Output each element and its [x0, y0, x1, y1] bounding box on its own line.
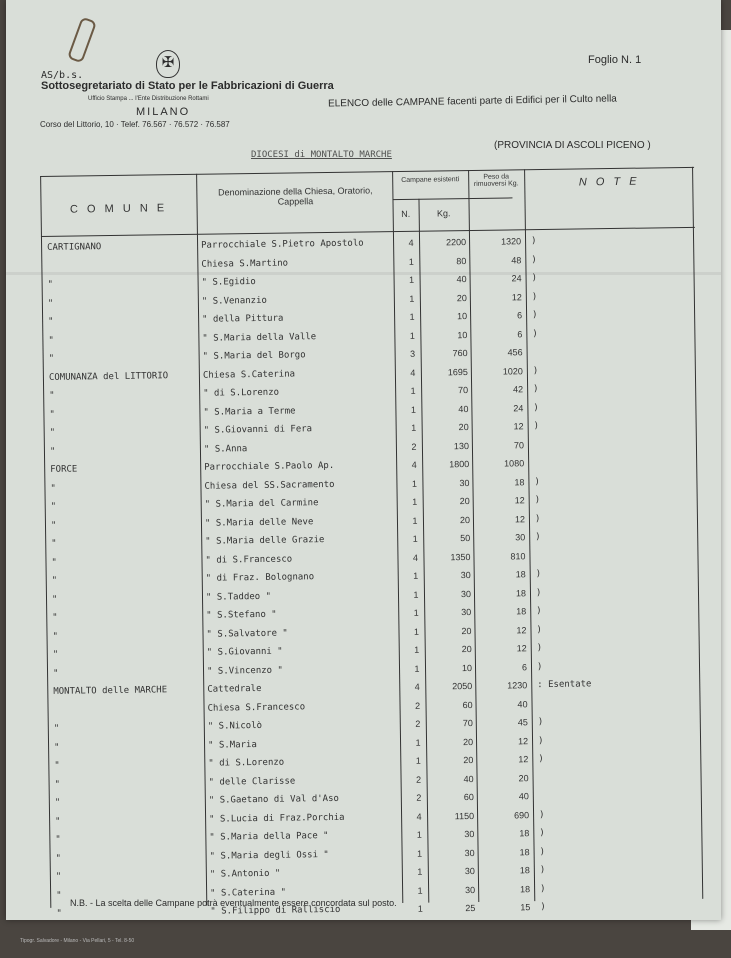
header-peso: Peso da rimuoversi Kg.: [473, 173, 519, 188]
row-bell-count: 1: [416, 829, 422, 840]
row-bell-count: 2: [414, 700, 421, 711]
row-church: " S.Venanzio: [201, 295, 267, 307]
row-comune: ": [52, 649, 59, 660]
row-comune: ": [49, 446, 56, 457]
row-bell-count: 1: [409, 330, 415, 341]
row-bell-count: 1: [417, 866, 423, 877]
table-body: [41, 231, 704, 920]
row-bell-count: 4: [408, 237, 414, 248]
row-weight-removed: 24: [513, 402, 524, 413]
row-bell-count: 1: [412, 533, 418, 544]
row-weight-removed: 30: [515, 532, 526, 543]
row-weight-removed: 12: [518, 754, 529, 765]
row-comune: COMUNANZA del LITTORIO: [48, 370, 169, 383]
row-note: ): [533, 384, 539, 395]
row-weight: 30: [459, 477, 470, 488]
row-comune: ": [48, 335, 54, 346]
row-weight-removed: 1320: [500, 236, 522, 247]
organization-address: Corso del Littorio, 10 · Telef. 76.567 · 76.572 · 76.587: [40, 120, 230, 129]
row-weight: 20: [458, 422, 469, 433]
row-note: ): [539, 828, 545, 839]
row-weight: 40: [463, 773, 474, 784]
row-church: " S.Caterina ": [210, 887, 287, 899]
row-bell-count: 1: [414, 663, 420, 674]
row-note: [539, 789, 679, 791]
row-weight: 30: [460, 588, 472, 599]
row-church: " S.Maria della Pace ": [209, 831, 329, 843]
row-bell-count: 1: [415, 737, 421, 748]
row-weight-removed: 18: [519, 828, 530, 839]
row-church: " di S.Francesco: [205, 554, 293, 566]
row-weight: 70: [458, 385, 469, 396]
printer-credit: Tipogr. Salvadore - Milano - Via Pellari, 5 - Tel. 8-50: [20, 938, 135, 944]
row-note: : Esentate: [537, 679, 592, 691]
row-note: [534, 438, 674, 440]
row-weight-removed: 18: [519, 865, 530, 876]
row-weight-removed: 456: [507, 347, 523, 358]
row-church: " S.Maria a Terme: [203, 405, 296, 418]
row-weight-removed: 18: [516, 606, 527, 617]
row-weight: 20: [459, 496, 470, 507]
row-note: ): [531, 273, 538, 284]
row-weight: 30: [460, 570, 471, 581]
paper-clip-icon: [67, 17, 97, 64]
row-bell-count: 1: [411, 422, 417, 433]
row-comune: ": [51, 538, 57, 549]
row-church: " S.Maria della Valle: [202, 331, 317, 344]
row-weight: 20: [461, 644, 472, 655]
row-weight: 20: [463, 755, 474, 766]
row-bell-count: 2: [411, 441, 417, 452]
row-bell-count: 1: [417, 848, 423, 859]
header-campane: Campane esistenti: [401, 176, 460, 184]
row-comune: ": [55, 834, 61, 845]
row-weight-removed: 12: [517, 735, 529, 746]
row-comune: FORCE: [50, 464, 78, 475]
row-comune: ": [49, 409, 55, 420]
row-comune: ": [56, 908, 62, 919]
row-bell-count: 1: [414, 644, 420, 655]
row-church: " S.Maria del Carmine: [204, 498, 319, 510]
row-comune: ": [54, 797, 61, 808]
row-weight-removed: 18: [519, 846, 530, 857]
row-weight: 1350: [450, 551, 471, 562]
row-note: ): [537, 735, 544, 746]
row-church: " S.Vincenzo ": [206, 665, 283, 677]
row-church: " S.Egidio: [201, 276, 256, 288]
header-kg: Kg.: [436, 208, 451, 219]
row-comune: ": [51, 594, 58, 605]
row-weight: 130: [453, 440, 469, 451]
row-bell-count: 1: [417, 903, 423, 914]
row-weight: 60: [462, 699, 473, 710]
row-church: " S.Anna: [203, 443, 248, 455]
document-page: [6, 0, 721, 920]
row-church: " S.Maria delle Neve: [204, 516, 314, 529]
row-comune: ": [52, 631, 59, 642]
row-bell-count: 4: [410, 367, 416, 378]
row-bell-count: 1: [413, 607, 419, 618]
row-weight-removed: 12: [514, 513, 526, 524]
row-bell-count: 1: [412, 496, 418, 507]
row-comune: ": [47, 279, 54, 290]
row-weight-removed: 6: [521, 661, 528, 672]
row-weight: 70: [462, 718, 473, 729]
row-weight: 30: [465, 884, 476, 895]
row-comune: [47, 259, 195, 261]
row-bell-count: 1: [413, 570, 419, 581]
row-bell-count: 4: [412, 552, 419, 563]
row-note: ): [534, 495, 541, 506]
row-note: ): [540, 902, 546, 913]
header-n: N.: [401, 208, 411, 219]
document-title: ELENCO delle CAMPANE facenti parte di Edifici per il Culto nella: [327, 93, 617, 110]
bells-table: [40, 159, 704, 919]
row-note: ): [530, 236, 537, 247]
row-weight-removed: 15: [520, 902, 531, 913]
row-weight: 10: [457, 329, 468, 340]
row-weight: 1800: [449, 459, 470, 470]
row-weight-removed: 12: [514, 495, 525, 506]
row-weight-removed: 6: [517, 310, 523, 321]
row-note: ): [533, 421, 540, 432]
row-comune: ": [52, 668, 59, 679]
row-note: ): [532, 365, 539, 376]
row-weight: 2200: [445, 237, 467, 248]
row-weight: 40: [456, 274, 467, 285]
header-note: N O T E: [578, 175, 640, 189]
row-church: " S.Filippo di Ralliscio: [210, 904, 341, 917]
row-church: " S.Maria degli Ossi ": [209, 849, 329, 862]
row-weight: 60: [463, 792, 474, 803]
row-bell-count: 2: [415, 774, 422, 785]
row-weight-removed: 48: [511, 254, 522, 265]
row-comune: ": [50, 501, 57, 512]
row-bell-count: 1: [413, 626, 420, 637]
row-comune: CARTIGNANO: [47, 242, 102, 253]
row-weight: 10: [461, 662, 473, 673]
row-church: " S.Nicolò: [207, 720, 263, 732]
row-church: " S.Maria del Borgo: [202, 350, 306, 362]
row-bell-count: 4: [411, 459, 417, 470]
province-label: (PROVINCIA DI ASCOLI PICENO ): [494, 140, 651, 151]
row-note: ): [531, 254, 537, 265]
row-comune: ": [50, 483, 56, 494]
row-weight: 30: [464, 865, 475, 877]
row-note: ): [535, 587, 542, 598]
row-weight: 20: [459, 514, 471, 525]
row-weight: 40: [458, 403, 469, 414]
document-code: AS/b.s.: [41, 70, 84, 81]
row-comune: ": [49, 390, 55, 401]
row-church: " S.Stefano ": [206, 609, 277, 621]
organization-city: MILANO: [136, 106, 191, 118]
row-church: " S.Taddeo ": [205, 591, 272, 603]
row-weight-removed: 45: [517, 717, 528, 728]
row-bell-count: 1: [410, 385, 416, 396]
row-comune: ": [54, 760, 60, 771]
row-church: " delle Clarisse: [208, 775, 296, 788]
row-comune: ": [53, 723, 60, 734]
row-weight-removed: 40: [518, 791, 529, 802]
row-bell-count: 2: [416, 792, 422, 803]
row-weight-removed: 70: [513, 439, 524, 450]
row-note: [537, 697, 677, 699]
row-note: ): [536, 661, 543, 672]
row-bell-count: 1: [411, 478, 418, 489]
row-bell-count: 1: [413, 589, 419, 600]
row-weight-removed: 12: [516, 643, 527, 654]
row-bell-count: 1: [409, 293, 415, 304]
row-weight: 30: [461, 607, 472, 618]
row-church: " S.Gaetano di Val d'Aso: [208, 793, 339, 806]
organization-subtitle: Ufficio Stampa ... l'Ente Distribuzione Rottami: [88, 96, 209, 102]
campane-subheader-line: [392, 197, 512, 200]
row-bell-count: 1: [417, 885, 423, 896]
row-weight-removed: 12: [511, 291, 522, 302]
row-note: ): [532, 310, 538, 321]
row-weight-removed: 18: [515, 587, 527, 598]
row-bell-count: 2: [415, 718, 421, 729]
coat-of-arms-icon: ✠: [156, 50, 180, 78]
row-note: ): [534, 476, 540, 487]
row-weight-removed: 20: [518, 772, 529, 783]
row-weight-removed: 1020: [502, 365, 523, 377]
row-weight-removed: 42: [513, 384, 524, 395]
row-note: ): [533, 402, 539, 413]
row-church: " di S.Lorenzo: [203, 387, 280, 399]
row-church: " della Pittura: [202, 313, 284, 325]
row-church: Chiesa S.Francesco: [207, 701, 306, 714]
row-comune: ": [55, 871, 62, 882]
row-note: [535, 549, 675, 551]
row-church: " di S.Lorenzo: [208, 757, 285, 769]
row-comune: MONTALTO delle MARCHE: [53, 685, 168, 697]
row-note: ): [537, 717, 544, 728]
row-note: ): [539, 809, 545, 820]
row-weight: 30: [464, 829, 475, 840]
row-comune: ": [49, 427, 56, 438]
row-note: ): [539, 865, 546, 876]
row-church: Parrocchiale S.Paolo Ap.: [204, 460, 335, 473]
organization-name: Sottosegretariato di Stato per le Fabbricazioni di Guerra: [41, 80, 334, 92]
row-church: " S.Salvatore ": [206, 628, 288, 640]
row-note: ): [531, 291, 538, 302]
row-comune: ": [55, 816, 61, 827]
row-note: ): [536, 643, 543, 654]
row-weight-removed: 1080: [504, 458, 525, 469]
row-comune: ": [55, 853, 62, 864]
row-church: Chiesa del SS.Sacramento: [204, 479, 335, 492]
row-weight: 30: [464, 847, 475, 858]
row-note: [533, 345, 673, 347]
row-note: ): [538, 754, 544, 765]
row-comune: ": [48, 353, 55, 364]
row-church: " S.Giovanni di Fera: [203, 424, 313, 436]
row-church: " S.Antonio ": [209, 868, 281, 880]
row-note: ): [532, 328, 538, 339]
row-weight-removed: 24: [511, 273, 522, 284]
row-bell-count: 1: [409, 311, 415, 322]
row-comune: ": [51, 575, 58, 586]
diocese-label: DIOCESI di MONTALTO MARCHE: [251, 150, 392, 160]
row-weight: 1695: [447, 366, 468, 377]
row-note: ): [535, 532, 541, 543]
row-weight-removed: 810: [510, 550, 526, 561]
row-weight-removed: 18: [515, 569, 526, 580]
row-note: ): [536, 624, 542, 635]
row-weight-removed: 690: [513, 809, 530, 820]
row-bell-count: 1: [412, 515, 418, 526]
row-comune: ": [47, 298, 54, 309]
row-weight-removed: 40: [517, 698, 528, 709]
row-church: " S.Giovanni ": [206, 646, 283, 658]
header-chiesa: Denominazione della Chiesa, Oratorio, Cappella: [217, 185, 373, 207]
row-bell-count: 1: [408, 256, 414, 267]
row-comune: ": [54, 779, 61, 790]
row-church: " S.Lucia di Fraz.Porchia: [209, 812, 345, 825]
row-church: " S.Maria: [208, 739, 257, 751]
row-comune: ": [56, 890, 62, 901]
row-church: " S.Maria delle Grazie: [205, 535, 325, 547]
row-comune: [54, 703, 202, 705]
header-comune: C O M U N E: [69, 202, 168, 216]
row-weight: 1150: [454, 810, 475, 821]
row-bell-count: 3: [410, 348, 416, 359]
row-church: Cattedrale: [207, 683, 262, 695]
row-bell-count: 1: [409, 274, 415, 285]
row-church: Chiesa S.Caterina: [202, 368, 296, 381]
row-weight: 760: [452, 348, 468, 359]
row-weight: 10: [457, 311, 468, 322]
row-weight-removed: 1230: [507, 680, 528, 691]
row-bell-count: 4: [416, 811, 422, 822]
row-note: ): [540, 883, 546, 894]
row-weight: 2050: [452, 681, 473, 692]
row-comune: ": [50, 520, 57, 531]
footer-note: N.B. - La scelta delle Campane potrà eventualmente essere concordata sul posto.: [70, 898, 397, 908]
row-note: ): [535, 569, 542, 580]
row-weight: 50: [460, 533, 471, 544]
row-weight: 20: [456, 292, 467, 303]
row-note: ): [534, 513, 541, 524]
row-note: ): [539, 846, 546, 857]
row-weight-removed: 12: [516, 624, 527, 635]
row-church: Chiesa S.Martino: [201, 258, 289, 270]
row-comune: ": [52, 612, 58, 623]
row-weight: 25: [465, 902, 476, 914]
row-weight: 80: [456, 255, 467, 266]
row-weight: 20: [461, 625, 472, 636]
sheet-number: Foglio N. 1: [588, 54, 642, 66]
row-weight-removed: 18: [520, 883, 531, 894]
row-note: ): [536, 606, 542, 617]
row-comune: ": [54, 742, 60, 753]
row-weight-removed: 6: [517, 328, 523, 339]
row-note: [534, 456, 674, 458]
row-weight-removed: 12: [513, 421, 524, 432]
row-church: Parrocchiale S.Pietro Apostolo: [201, 238, 364, 251]
row-note: [538, 771, 678, 773]
row-bell-count: 4: [414, 681, 420, 692]
row-church: " di Fraz. Bolognano: [205, 572, 315, 584]
row-bell-count: 1: [415, 755, 421, 766]
row-weight-removed: 18: [514, 476, 525, 487]
row-comune: ": [48, 316, 54, 327]
row-comune: ": [51, 557, 57, 568]
row-bell-count: 1: [410, 404, 416, 415]
row-weight: 20: [462, 736, 474, 747]
